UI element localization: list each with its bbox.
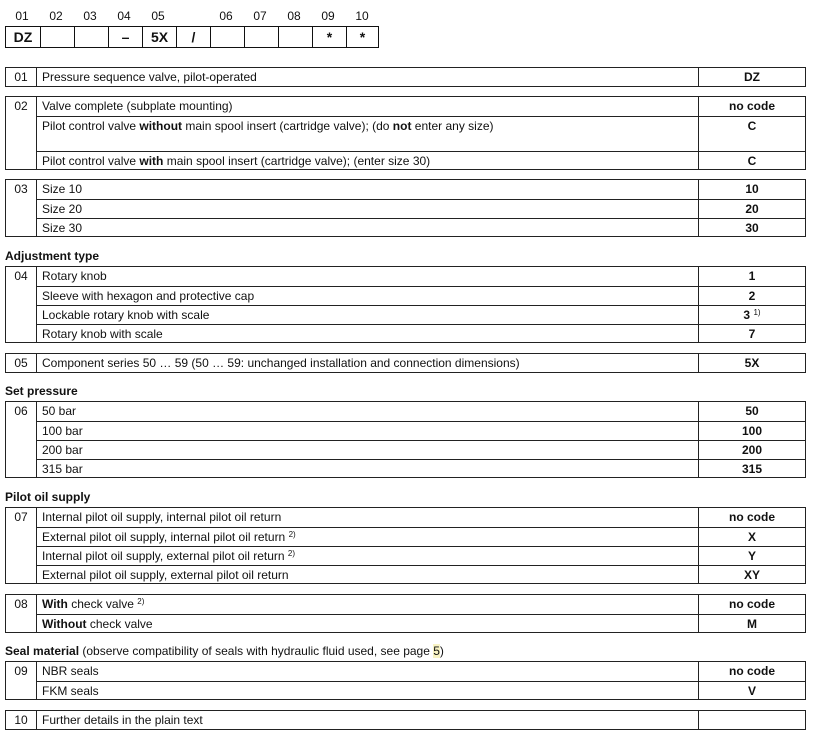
table-row xyxy=(37,662,805,681)
row-code: 1 xyxy=(698,267,805,286)
code-position-label: 10 xyxy=(355,9,369,23)
row-description: NBR seals xyxy=(42,664,99,678)
section-08 xyxy=(5,594,806,633)
row-description: With check valve $^{2)}$ xyxy=(42,597,145,611)
table-row xyxy=(37,68,805,87)
row-description: FKM seals xyxy=(42,684,99,698)
code-position-label: 04 xyxy=(117,9,131,23)
section-10 xyxy=(5,710,806,730)
code-cell: – xyxy=(109,27,143,47)
row-description: 200 bar xyxy=(42,443,83,457)
section-number: 10 xyxy=(6,711,37,729)
row-code xyxy=(698,711,805,730)
section-number: 09 xyxy=(6,662,37,699)
row-code: M xyxy=(698,615,805,633)
code-cell xyxy=(245,27,279,47)
footnote-marker: 2) xyxy=(288,530,296,539)
row-code: 30 xyxy=(698,219,805,237)
row-description: External pilot oil supply, internal pilot oil return $^{2)}$ xyxy=(42,530,296,544)
code-cell: DZ xyxy=(6,27,41,47)
section-heading: Adjustment type xyxy=(5,249,100,263)
row-description: Without check valve xyxy=(42,617,153,631)
section-01 xyxy=(5,67,806,87)
section-number: 06 xyxy=(6,402,37,477)
ordering-code-box xyxy=(5,26,379,48)
table-row xyxy=(37,305,805,324)
row-description: Internal pilot oil supply, external pilot oil return $^{2)}$ xyxy=(42,549,296,563)
code-position-label: 03 xyxy=(83,9,97,23)
code-position-label: 02 xyxy=(49,9,63,23)
table-row xyxy=(37,199,805,218)
code-cell xyxy=(75,27,109,47)
code-cell xyxy=(279,27,313,47)
table-row xyxy=(37,527,805,546)
row-code: DZ xyxy=(698,68,805,87)
section-07 xyxy=(5,507,806,584)
section-number: 01 xyxy=(6,68,37,86)
table-row xyxy=(37,402,805,421)
section-05 xyxy=(5,353,806,373)
row-description: Pilot control valve with main spool insert (cartridge valve); (enter size 30) xyxy=(42,154,431,168)
code-cell: / xyxy=(177,27,211,47)
table-row xyxy=(37,546,805,565)
row-code: 5X xyxy=(698,354,805,373)
row-description: Valve complete (subplate mounting) xyxy=(42,99,233,113)
row-code: 100 xyxy=(698,422,805,440)
footnote-marker: 1) xyxy=(753,308,761,317)
row-description: External pilot oil supply, external pilot oil return xyxy=(42,568,289,582)
row-code: 200 xyxy=(698,441,805,459)
table-row xyxy=(37,180,805,199)
code-position-label: 09 xyxy=(321,9,335,23)
table-row xyxy=(37,440,805,459)
footnote-marker: 2) xyxy=(137,597,145,606)
row-code: 315 xyxy=(698,460,805,478)
table-row xyxy=(37,565,805,584)
table-row xyxy=(37,267,805,286)
row-code: C xyxy=(698,152,805,170)
row-code: 2 xyxy=(698,287,805,305)
row-description: Size 10 xyxy=(42,182,83,196)
row-description: 100 bar xyxy=(42,424,83,438)
table-row xyxy=(37,97,805,116)
section-number: 02 xyxy=(6,97,37,169)
code-position-label: 01 xyxy=(15,9,29,23)
row-code: 7 xyxy=(698,325,805,343)
section-03 xyxy=(5,179,806,237)
footnote-marker: 2) xyxy=(287,549,296,558)
table-row xyxy=(37,681,805,700)
row-code: XY xyxy=(698,566,805,584)
row-code: 20 xyxy=(698,200,805,218)
row-code: Y xyxy=(698,547,805,565)
row-description: Further details in the plain text xyxy=(42,713,203,727)
row-description: Internal pilot oil supply, internal pilot oil return xyxy=(42,510,282,524)
table-row xyxy=(37,508,805,527)
table-row xyxy=(37,286,805,305)
code-cell xyxy=(211,27,245,47)
code-position-label: 08 xyxy=(287,9,301,23)
row-description: Lockable rotary knob with scale xyxy=(42,308,210,322)
row-description: Size 20 xyxy=(42,202,83,216)
row-description: Rotary knob xyxy=(42,269,107,283)
row-description: Rotary knob with scale xyxy=(42,327,163,341)
row-code: V xyxy=(698,682,805,700)
row-code: 10 xyxy=(698,180,805,199)
row-code: no code xyxy=(698,662,805,681)
section-number: 05 xyxy=(6,354,37,372)
section-06 xyxy=(5,401,806,478)
row-code: no code xyxy=(698,595,805,614)
table-row xyxy=(37,354,805,373)
row-description: Pressure sequence valve, pilot-operated xyxy=(42,70,257,84)
row-description: Pilot control valve without main spool insert (cartridge valve); (do not enter any size) xyxy=(42,119,494,133)
row-code: 3 $^{1)}$ xyxy=(698,306,805,324)
code-cell: 5X xyxy=(143,27,177,47)
table-row xyxy=(37,459,805,478)
section-heading: Pilot oil supply xyxy=(5,490,91,504)
code-position-label: 07 xyxy=(253,9,267,23)
code-cell: * xyxy=(313,27,347,47)
row-description: Sleeve with hexagon and protective cap xyxy=(42,289,255,303)
row-code: 50 xyxy=(698,402,805,421)
section-number: 08 xyxy=(6,595,37,632)
row-code: no code xyxy=(698,97,805,116)
section-heading: Seal material (observe compatibility of seals with hydraulic fluid used, see page 5) xyxy=(5,644,444,658)
section-number: 03 xyxy=(6,180,37,236)
section-number: 04 xyxy=(6,267,37,342)
table-row xyxy=(37,595,805,614)
row-description: Size 30 xyxy=(42,221,83,235)
table-row xyxy=(37,116,805,151)
section-heading: Set pressure xyxy=(5,384,78,398)
section-02 xyxy=(5,96,806,170)
table-row xyxy=(37,614,805,633)
table-row xyxy=(37,711,805,730)
code-cell xyxy=(41,27,75,47)
section-09 xyxy=(5,661,806,700)
row-code: X xyxy=(698,528,805,546)
row-description: Component series 50 … 59 (50 … 59: unchanged installation and connection dimensions) xyxy=(42,356,520,370)
section-number: 07 xyxy=(6,508,37,583)
table-row xyxy=(37,421,805,440)
row-description: 315 bar xyxy=(42,462,83,476)
row-code: no code xyxy=(698,508,805,527)
section-04 xyxy=(5,266,806,343)
table-row xyxy=(37,151,805,170)
table-row xyxy=(37,218,805,237)
page-link[interactable]: 5 xyxy=(433,644,440,658)
table-row xyxy=(37,324,805,343)
code-position-label: 05 xyxy=(151,9,165,23)
row-description: 50 bar xyxy=(42,404,77,418)
code-position-label: 06 xyxy=(219,9,233,23)
row-code: C xyxy=(698,117,805,151)
code-cell: * xyxy=(359,29,366,45)
